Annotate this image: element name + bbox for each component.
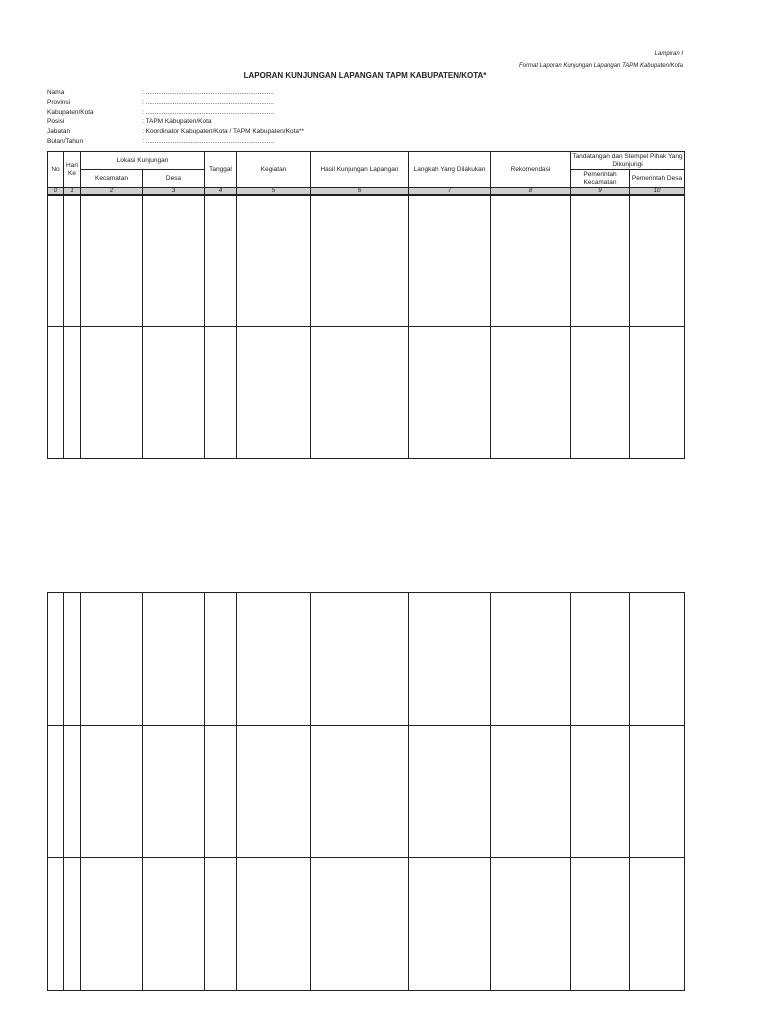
table-cell[interactable]: [81, 326, 143, 458]
field-value: : .......................................................................: [142, 98, 274, 106]
field-value: : .......................................................................: [142, 108, 274, 116]
table-cell[interactable]: [205, 326, 237, 458]
table-cell[interactable]: [81, 593, 143, 726]
table-cell[interactable]: [205, 195, 237, 326]
table-cell[interactable]: [409, 326, 491, 458]
col-number: 8: [491, 188, 571, 196]
header-desa: Desa: [143, 170, 205, 188]
table-cell[interactable]: [571, 858, 630, 991]
table-cell[interactable]: [571, 326, 630, 458]
table-cell[interactable]: [409, 726, 491, 858]
table-cell[interactable]: [48, 858, 64, 991]
table-cell[interactable]: [205, 858, 237, 991]
report-table-continued: [47, 592, 685, 991]
table-cell[interactable]: [571, 593, 630, 726]
lampiran-label: Lampiran I: [654, 51, 683, 57]
table-cell[interactable]: [311, 326, 409, 458]
report-table: [47, 151, 685, 459]
table-cell[interactable]: [630, 195, 685, 326]
header-pemerintah-desa: Pemerintah Desa: [630, 170, 685, 188]
document-title: LAPORAN KUNJUNGAN LAPANGAN TAPM KABUPATEN/KOTA*: [243, 71, 487, 80]
header-hasil: Hasil Kunjungan Lapangan: [311, 152, 409, 188]
table-cell[interactable]: [409, 195, 491, 326]
field-label: Provinsi: [47, 98, 71, 106]
table-cell[interactable]: [48, 326, 64, 458]
col-number: 2: [81, 188, 143, 196]
table-cell[interactable]: [630, 593, 685, 726]
header-rekomendasi: Rekomendasi: [491, 152, 571, 188]
table-row: [48, 326, 685, 458]
format-label: Format Laporan Kunjungan Lapangan TAPM Kabupaten/Kota: [518, 63, 683, 69]
table-cell[interactable]: [571, 726, 630, 858]
header-langkah: Langkah Yang Dilakukan: [409, 152, 491, 188]
table-cell[interactable]: [630, 726, 685, 858]
table-cell[interactable]: [491, 726, 571, 858]
field-label: Nama: [47, 89, 65, 96]
col-number: 5: [237, 188, 311, 196]
col-number: 10: [630, 188, 685, 196]
table-cell[interactable]: [491, 326, 571, 458]
table-cell[interactable]: [48, 195, 64, 326]
table-cell[interactable]: [409, 858, 491, 991]
col-number: 1: [64, 188, 81, 196]
table-cell[interactable]: [237, 858, 311, 991]
table-cell[interactable]: [48, 726, 64, 858]
table-cell[interactable]: [143, 726, 205, 858]
col-number: 3: [143, 188, 205, 196]
table-cell[interactable]: [64, 593, 81, 726]
table-cell[interactable]: [48, 593, 64, 726]
table-cell[interactable]: [237, 195, 311, 326]
field-value: : TAPM Kabupaten/Kota: [142, 118, 212, 126]
header-hari-ke: Hari Ke: [64, 152, 81, 188]
field-value: : .......................................................................: [142, 89, 274, 96]
table-cell[interactable]: [491, 858, 571, 991]
header-pemerintah-kecamatan: Pemerintah Kecamatan: [571, 170, 630, 188]
table-cell[interactable]: [143, 326, 205, 458]
table-cell[interactable]: [630, 858, 685, 991]
table-cell[interactable]: [143, 195, 205, 326]
field-label: Bulan/Tahun: [47, 137, 84, 145]
table-cell[interactable]: [64, 326, 81, 458]
table-row: [48, 858, 685, 991]
table-cell[interactable]: [311, 593, 409, 726]
table-cell[interactable]: [81, 195, 143, 326]
table-cell[interactable]: [205, 593, 237, 726]
table-cell[interactable]: [143, 593, 205, 726]
table-cell[interactable]: [571, 195, 630, 326]
col-number: 6: [311, 188, 409, 196]
header-tanggal: Tanggal: [205, 152, 237, 188]
table-row: [48, 195, 685, 326]
field-label: Posisi: [47, 118, 65, 126]
table-cell[interactable]: [64, 726, 81, 858]
table-cell[interactable]: [491, 593, 571, 726]
field-value: : .......................................................................: [142, 137, 274, 145]
table-row: [48, 726, 685, 858]
table-cell[interactable]: [630, 326, 685, 458]
table-cell[interactable]: [491, 195, 571, 326]
table-cell[interactable]: [311, 195, 409, 326]
table-cell[interactable]: [64, 858, 81, 991]
header-no: No: [48, 152, 64, 188]
table-cell[interactable]: [143, 858, 205, 991]
table-cell[interactable]: [237, 593, 311, 726]
header-kecamatan: Kecamatan: [81, 170, 143, 188]
header-kegiatan: Kegiatan: [237, 152, 311, 188]
table-cell[interactable]: [64, 195, 81, 326]
table-row: [48, 593, 685, 726]
col-number: 0: [48, 188, 64, 196]
field-label: Kabupaten/Kota: [47, 108, 94, 116]
header-lokasi: Lokasi Kunjungan: [81, 152, 205, 170]
header-ttd: Tandatangan dan Stempel Pihak Yang Dikunjungi: [572, 153, 683, 168]
table-cell[interactable]: [409, 593, 491, 726]
col-number: 4: [205, 188, 237, 196]
col-number: 7: [409, 188, 491, 196]
table-cell[interactable]: [311, 726, 409, 858]
table-cell[interactable]: [237, 726, 311, 858]
table-cell[interactable]: [205, 726, 237, 858]
table-cell[interactable]: [81, 726, 143, 858]
field-value: : Koordinator Kabupaten/Kota / TAPM Kabupaten/Kota**: [142, 128, 305, 136]
field-label: Jabatan: [47, 128, 71, 136]
table-cell[interactable]: [311, 858, 409, 991]
table-cell[interactable]: [237, 326, 311, 458]
table-cell[interactable]: [81, 858, 143, 991]
col-number: 9: [571, 188, 630, 196]
